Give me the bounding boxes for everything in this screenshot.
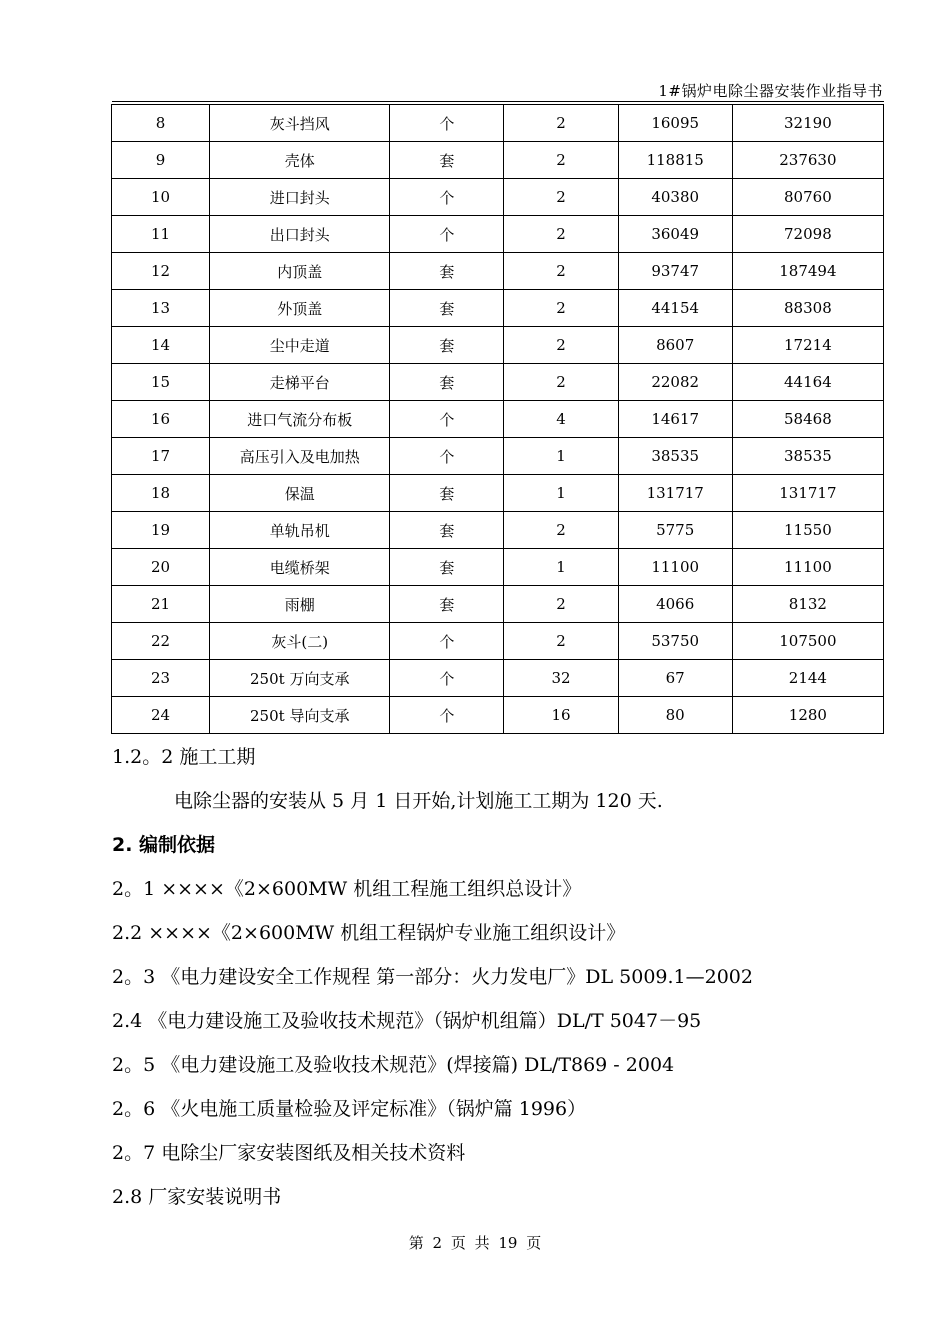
cell-quantity: 2 (504, 253, 618, 290)
cell-item-name: 壳体 (210, 142, 390, 179)
cell-quantity: 2 (504, 586, 618, 623)
cell-total-weight: 80760 (732, 179, 883, 216)
cell-unit: 个 (390, 623, 504, 660)
cell-quantity: 2 (504, 216, 618, 253)
cell-quantity: 2 (504, 179, 618, 216)
cell-item-name: 走梯平台 (210, 364, 390, 401)
cell-quantity: 1 (504, 438, 618, 475)
cell-quantity: 4 (504, 401, 618, 438)
cell-unit: 个 (390, 438, 504, 475)
cell-total-weight: 1280 (732, 697, 883, 734)
cell-item-name: 250t 导向支承 (210, 697, 390, 734)
cell-total-weight: 11100 (732, 549, 883, 586)
cell-unit: 套 (390, 512, 504, 549)
table-row (112, 290, 884, 327)
cell-unit-weight: 16095 (618, 105, 732, 142)
cell-unit: 套 (390, 142, 504, 179)
cell-total-weight: 72098 (732, 216, 883, 253)
cell-row-number: 16 (112, 401, 210, 438)
cell-row-number: 18 (112, 475, 210, 512)
table-row (112, 253, 884, 290)
cell-quantity: 16 (504, 697, 618, 734)
cell-quantity: 2 (504, 327, 618, 364)
schedule-paragraph: 电除尘器的安装从 5 月 1 日开始,计划施工工期为 120 天. (174, 790, 663, 812)
cell-total-weight: 131717 (732, 475, 883, 512)
cell-quantity: 2 (504, 623, 618, 660)
cell-total-weight: 11550 (732, 512, 883, 549)
equipment-table (111, 104, 884, 734)
cell-item-name: 出口封头 (210, 216, 390, 253)
cell-row-number: 8 (112, 105, 210, 142)
cell-row-number: 24 (112, 697, 210, 734)
section-1-2-2-heading: 1.2。2 施工工期 (112, 746, 256, 768)
page-footer: 第 2 页 共 19 页 (408, 1234, 542, 1252)
cell-unit-weight: 118815 (618, 142, 732, 179)
cell-unit-weight: 4066 (618, 586, 732, 623)
cell-unit-weight: 38535 (618, 438, 732, 475)
reference-item: 2。6 《火电施工质量检验及评定标准》（锅炉篇 1996） (112, 1098, 587, 1120)
cell-unit: 套 (390, 253, 504, 290)
table-row (112, 512, 884, 549)
cell-item-name: 灰斗(二) (210, 623, 390, 660)
reference-item: 2.2 ××××《2×600MW 机组工程锅炉专业施工组织设计》 (112, 922, 626, 944)
cell-item-name: 进口封头 (210, 179, 390, 216)
cell-row-number: 20 (112, 549, 210, 586)
table-row (112, 438, 884, 475)
table-row (112, 475, 884, 512)
cell-quantity: 1 (504, 549, 618, 586)
cell-item-name: 单轨吊机 (210, 512, 390, 549)
cell-quantity: 2 (504, 364, 618, 401)
cell-total-weight: 38535 (732, 438, 883, 475)
document-header-title: 1#锅炉电除尘器安装作业指导书 (658, 82, 883, 100)
cell-unit-weight: 44154 (618, 290, 732, 327)
cell-row-number: 12 (112, 253, 210, 290)
cell-unit: 个 (390, 401, 504, 438)
cell-unit: 套 (390, 586, 504, 623)
cell-item-name: 电缆桥架 (210, 549, 390, 586)
cell-quantity: 32 (504, 660, 618, 697)
table-row (112, 401, 884, 438)
table-row (112, 142, 884, 179)
cell-item-name: 外顶盖 (210, 290, 390, 327)
cell-quantity: 2 (504, 142, 618, 179)
cell-quantity: 2 (504, 290, 618, 327)
cell-quantity: 1 (504, 475, 618, 512)
header-rule (112, 101, 884, 102)
document-body (112, 735, 892, 1219)
cell-quantity: 2 (504, 512, 618, 549)
cell-unit-weight: 5775 (618, 512, 732, 549)
cell-total-weight: 17214 (732, 327, 883, 364)
cell-item-name: 雨棚 (210, 586, 390, 623)
cell-row-number: 22 (112, 623, 210, 660)
cell-total-weight: 58468 (732, 401, 883, 438)
cell-unit-weight: 40380 (618, 179, 732, 216)
cell-item-name: 尘中走道 (210, 327, 390, 364)
cell-unit-weight: 93747 (618, 253, 732, 290)
cell-total-weight: 187494 (732, 253, 883, 290)
cell-row-number: 14 (112, 327, 210, 364)
cell-unit-weight: 53750 (618, 623, 732, 660)
cell-item-name: 250t 万向支承 (210, 660, 390, 697)
cell-unit: 个 (390, 216, 504, 253)
cell-unit: 套 (390, 327, 504, 364)
cell-unit-weight: 131717 (618, 475, 732, 512)
cell-unit: 个 (390, 179, 504, 216)
cell-item-name: 灰斗挡风 (210, 105, 390, 142)
cell-total-weight: 44164 (732, 364, 883, 401)
cell-item-name: 高压引入及电加热 (210, 438, 390, 475)
cell-unit-weight: 80 (618, 697, 732, 734)
equipment-table-body (112, 105, 884, 734)
cell-total-weight: 2144 (732, 660, 883, 697)
cell-item-name: 保温 (210, 475, 390, 512)
cell-total-weight: 237630 (732, 142, 883, 179)
table-row (112, 105, 884, 142)
cell-total-weight: 88308 (732, 290, 883, 327)
cell-row-number: 13 (112, 290, 210, 327)
cell-unit-weight: 8607 (618, 327, 732, 364)
cell-total-weight: 32190 (732, 105, 883, 142)
reference-item: 2.8 厂家安装说明书 (112, 1186, 282, 1208)
cell-unit-weight: 22082 (618, 364, 732, 401)
cell-row-number: 21 (112, 586, 210, 623)
table-row (112, 623, 884, 660)
cell-row-number: 23 (112, 660, 210, 697)
cell-row-number: 11 (112, 216, 210, 253)
table-row (112, 586, 884, 623)
reference-item: 2。5 《电力建设施工及验收技术规范》(焊接篇) DL/T869 - 2004 (112, 1054, 675, 1076)
cell-unit: 套 (390, 475, 504, 512)
cell-item-name: 进口气流分布板 (210, 401, 390, 438)
section-2-heading: 2. 编制依据 (112, 834, 216, 856)
cell-unit-weight: 36049 (618, 216, 732, 253)
table-row (112, 179, 884, 216)
cell-row-number: 19 (112, 512, 210, 549)
cell-unit: 个 (390, 105, 504, 142)
cell-total-weight: 107500 (732, 623, 883, 660)
cell-row-number: 15 (112, 364, 210, 401)
cell-unit: 套 (390, 290, 504, 327)
cell-unit-weight: 67 (618, 660, 732, 697)
cell-row-number: 17 (112, 438, 210, 475)
cell-total-weight: 8132 (732, 586, 883, 623)
reference-item: 2。7 电除尘厂家安装图纸及相关技术资料 (112, 1142, 466, 1164)
cell-unit-weight: 14617 (618, 401, 732, 438)
reference-item: 2。1 ××××《2×600MW 机组工程施工组织总设计》 (112, 878, 582, 900)
table-row (112, 660, 884, 697)
reference-item: 2.4 《电力建设施工及验收技术规范》（锅炉机组篇）DL/T 5047－95 (112, 1010, 702, 1032)
table-row (112, 216, 884, 253)
cell-quantity: 2 (504, 105, 618, 142)
cell-unit: 个 (390, 660, 504, 697)
cell-row-number: 9 (112, 142, 210, 179)
cell-unit: 个 (390, 697, 504, 734)
cell-item-name: 内顶盖 (210, 253, 390, 290)
table-row (112, 364, 884, 401)
cell-unit: 套 (390, 364, 504, 401)
table-row (112, 697, 884, 734)
table-row (112, 549, 884, 586)
cell-unit: 套 (390, 549, 504, 586)
cell-unit-weight: 11100 (618, 549, 732, 586)
table-row (112, 327, 884, 364)
cell-row-number: 10 (112, 179, 210, 216)
reference-item: 2。3 《电力建设安全工作规程 第一部分：火力发电厂》DL 5009.1—2002 (112, 966, 753, 988)
